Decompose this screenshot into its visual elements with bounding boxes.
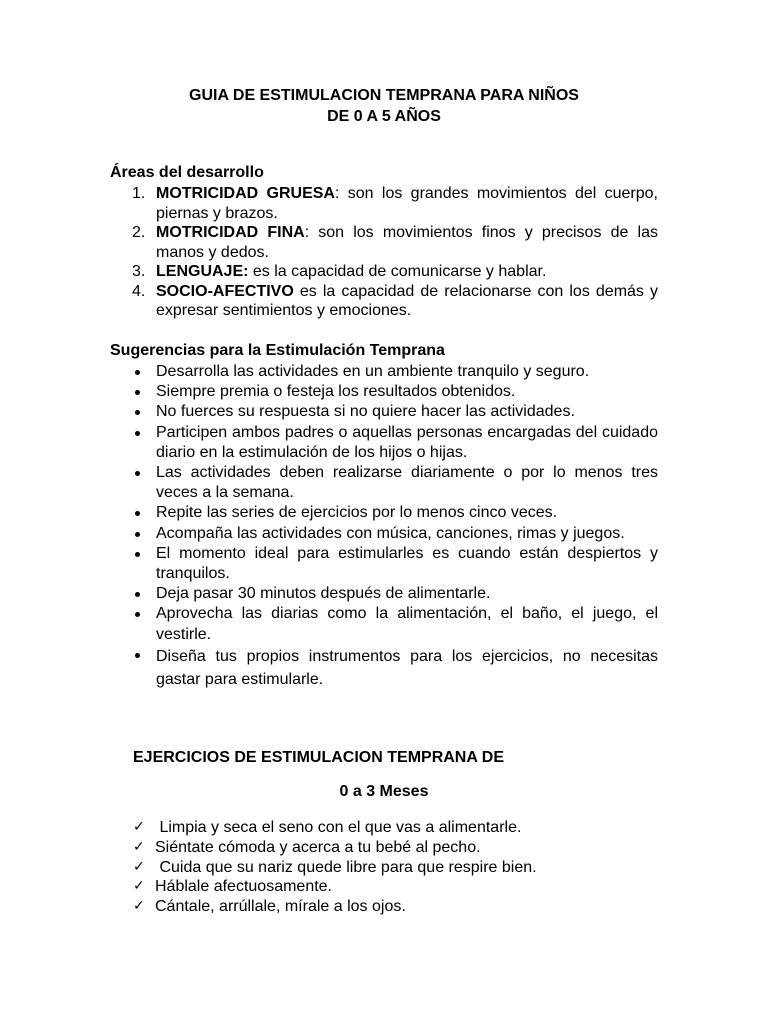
item-term: MOTRICIDAD FINA [156,224,305,241]
item-text: El momento ideal para estimularles es cuando están despiertos y tranquilos. [156,544,658,583]
item-term: LENGUAJE: [156,263,249,280]
check-icon: ✓ [133,838,145,855]
ejercicios-heading: EJERCICIOS DE ESTIMULACION TEMPRANA DE [133,749,504,766]
bullet-icon [135,592,140,597]
areas-list [110,184,658,321]
item-number: 4. [132,282,146,300]
bullet-icon [135,431,140,436]
item-number: 1. [132,185,146,202]
item-term: MOTRICIDAD GRUESA [156,185,335,202]
bullet-icon [135,370,140,375]
list-item [110,645,658,691]
bullet-icon [135,511,140,516]
list-item [110,463,658,503]
bullet-icon [135,653,140,658]
item-text: Cántale, arrúllale, mírale a los ojos. [155,898,406,916]
list-item [133,818,537,838]
bullet-icon [135,532,140,537]
item-text: Deja pasar 30 minutos después de alimentarle. [156,585,491,603]
list-item [110,584,658,604]
list-item [133,858,537,878]
list-item [110,362,658,382]
list-item [133,877,537,897]
item-text: Siempre premia o festeja los resultados obtenidos. [156,383,516,401]
title-line-2: DE 0 A 5 AÑOS [327,108,441,125]
list-item [110,282,658,321]
subheading-text: 0 a 3 Meses [339,783,429,800]
list-item [110,402,658,422]
list-item [110,524,658,544]
list-item [110,382,658,402]
item-text: Acompaña las actividades con música, canciones, rimas y juegos. [156,524,625,542]
list-item [110,184,658,223]
item-number: 3. [132,263,146,280]
ejercicios-list [133,818,537,917]
bullet-icon [135,471,140,476]
list-item [110,223,658,262]
sugerencias-heading: Sugerencias para la Estimulación Temprana [110,342,445,359]
check-icon: ✓ [133,878,145,895]
check-icon: ✓ [133,858,145,875]
list-item [110,262,658,282]
item-text: Diseña tus propios instrumentos para los ejercicios, no necesitas gastar para estimularle. [156,647,658,688]
list-item [110,604,658,644]
bullet-icon [135,612,140,617]
item-text: Cuida que su nariz quede libre para que respire bien. [155,858,537,876]
document-title [110,85,658,127]
item-text: Participen ambos padres o aquellas personas encargadas del cuidado diario en la estimulación de los hijos o hijas. [156,423,658,461]
bullet-icon [135,390,140,395]
item-number: 2. [132,224,146,241]
item-text: Repite las series de ejercicios por lo menos cinco veces. [156,504,558,522]
sugerencias-list [110,362,658,691]
item-text: Limpia y seca el seno con el que vas a alimentarle. [155,819,522,836]
check-icon: ✓ [133,898,145,915]
list-item [110,423,658,463]
ejercicios-subheading [0,782,768,802]
item-text: Desarrolla las actividades en un ambiente tranquilo y seguro. [156,363,590,380]
title-line-1: GUIA DE ESTIMULACION TEMPRANA PARA NIÑOS [189,87,579,104]
item-text: Aprovecha las diarias como la alimentación, el baño, el juego, el vestirle. [156,605,658,643]
item-text: Háblale afectuosamente. [155,878,332,896]
item-text: No fuerces su respuesta si no quiere hacer las actividades. [156,403,575,421]
areas-heading: Áreas del desarrollo [110,164,264,181]
list-item [133,897,537,917]
item-text: es la capacidad de comunicarse y hablar. [248,263,547,280]
bullet-icon [135,552,140,557]
item-text: es la capacidad de relacionarse con los demás y expresar sentimientos y emociones. [156,282,658,319]
item-text: Siéntate cómoda y acerca a tu bebé al pecho. [155,838,481,856]
list-item [110,503,658,523]
item-text: Las actividades deben realizarse diariamente o por lo menos tres veces a la semana. [156,464,658,502]
item-term: SOCIO-AFECTIVO [156,282,294,300]
bullet-icon [135,410,140,415]
list-item [133,838,537,858]
check-icon: ✓ [133,819,145,835]
list-item [110,544,658,584]
item-text: : son los movimientos finos y precisos de las manos y dedos. [156,224,658,261]
item-text: : son los grandes movimientos del cuerpo, piernas y brazos. [156,185,659,222]
